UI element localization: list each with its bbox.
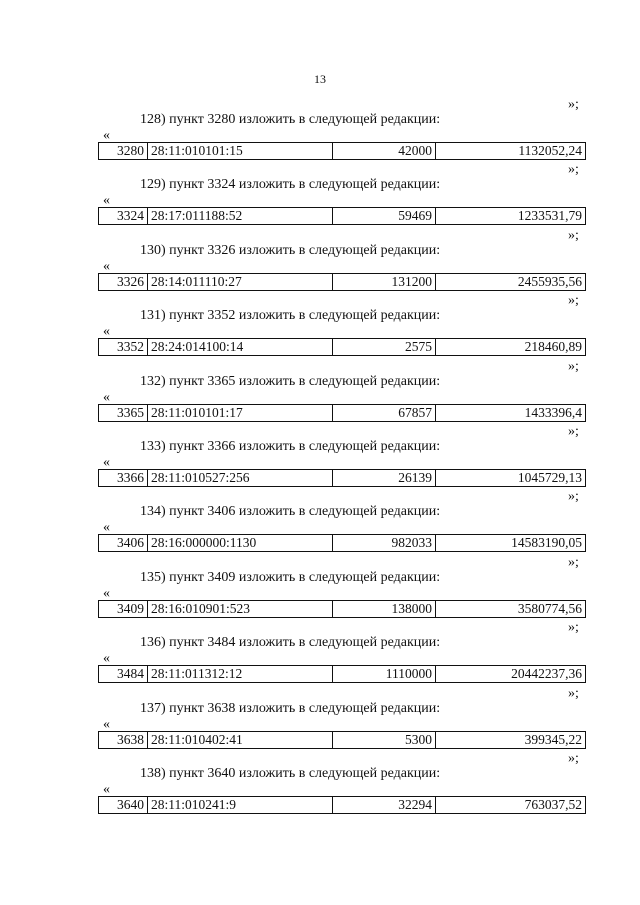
closing-quote: »; xyxy=(568,554,579,570)
cadastral-number-cell: 28:16:000000:1130 xyxy=(148,535,333,552)
cadastral-number-cell: 28:11:010527:256 xyxy=(148,470,333,487)
cadastral-number-cell: 28:11:010101:17 xyxy=(148,404,333,421)
value-cell: 20442237,36 xyxy=(436,666,586,683)
opening-quote: « xyxy=(103,782,110,797)
table-row xyxy=(99,208,586,225)
opening-quote: « xyxy=(103,193,110,209)
point-number-cell: 3638 xyxy=(99,731,148,748)
amendment-table xyxy=(98,404,586,422)
opening-quote: « xyxy=(103,324,110,340)
amendment-instruction: 128) пункт 3280 изложить в следующей редакции: xyxy=(140,112,441,127)
amendment-table xyxy=(98,338,586,356)
point-number-cell: 3352 xyxy=(99,339,148,356)
cadastral-number-cell: 28:11:011312:12 xyxy=(148,666,333,683)
value-cell: 3580774,56 xyxy=(436,600,586,617)
table-row xyxy=(99,535,586,552)
amendment-table xyxy=(98,534,586,552)
amendment-instruction: 138) пункт 3640 изложить в следующей редакции: xyxy=(140,766,441,781)
amendment-instruction: 129) пункт 3324 изложить в следующей редакции: xyxy=(140,177,441,193)
point-number-cell: 3280 xyxy=(99,143,148,160)
closing-quote: »; xyxy=(568,358,579,374)
amendment-instruction: 135) пункт 3409 изложить в следующей редакции: xyxy=(140,569,441,585)
table-row xyxy=(99,339,586,356)
value-cell: 1045729,13 xyxy=(436,470,586,487)
table-row xyxy=(99,600,586,617)
value-cell: 1433396,4 xyxy=(436,404,586,421)
closing-quote: »; xyxy=(568,489,579,505)
table-row xyxy=(99,143,586,160)
closing-quote: »; xyxy=(568,293,579,309)
opening-quote: « xyxy=(103,520,110,536)
cadastral-number-cell: 28:11:010241:9 xyxy=(148,797,333,814)
amendment-table xyxy=(98,469,586,487)
area-cell: 5300 xyxy=(333,731,436,748)
point-number-cell: 3409 xyxy=(99,600,148,617)
amendment-instruction: 133) пункт 3366 изложить в следующей редакции: xyxy=(140,439,441,454)
value-cell: 2455935,56 xyxy=(436,273,586,290)
cadastral-number-cell: 28:16:010901:523 xyxy=(148,600,333,617)
amendment-instruction: 132) пункт 3365 изложить в следующей редакции: xyxy=(140,373,441,389)
table-row xyxy=(99,404,586,421)
value-cell: 399345,22 xyxy=(436,731,586,748)
amendment-table xyxy=(98,600,586,618)
opening-quote: « xyxy=(103,651,110,667)
closing-quote: »; xyxy=(568,751,579,766)
area-cell: 982033 xyxy=(333,535,436,552)
page-number: 13 xyxy=(314,72,326,86)
opening-quote: « xyxy=(103,716,110,732)
point-number-cell: 3366 xyxy=(99,470,148,487)
amendment-instruction: 136) пункт 3484 изложить в следующей редакции: xyxy=(140,635,441,651)
area-cell: 42000 xyxy=(333,143,436,160)
amendment-table xyxy=(98,142,586,160)
opening-quote: « xyxy=(103,128,110,143)
amendment-table xyxy=(98,273,586,291)
area-cell: 67857 xyxy=(333,404,436,421)
cadastral-number-cell: 28:11:010101:15 xyxy=(148,143,333,160)
table-row xyxy=(99,666,586,683)
cadastral-number-cell: 28:11:010402:41 xyxy=(148,731,333,748)
table-row xyxy=(99,273,586,290)
area-cell: 32294 xyxy=(333,797,436,814)
point-number-cell: 3406 xyxy=(99,535,148,552)
amendment-table xyxy=(98,731,586,749)
value-cell: 1132052,24 xyxy=(436,143,586,160)
closing-quote: »; xyxy=(568,685,579,701)
closing-quote: »; xyxy=(568,227,579,243)
area-cell: 131200 xyxy=(333,273,436,290)
table-row xyxy=(99,470,586,487)
value-cell: 218460,89 xyxy=(436,339,586,356)
area-cell: 1110000 xyxy=(333,666,436,683)
opening-quote: « xyxy=(103,389,110,405)
point-number-cell: 3484 xyxy=(99,666,148,683)
point-number-cell: 3324 xyxy=(99,208,148,225)
amendment-instruction: 134) пункт 3406 изложить в следующей редакции: xyxy=(140,504,441,520)
opening-quote: « xyxy=(103,585,110,601)
closing-quote: »; xyxy=(568,424,579,439)
amendment-instruction: 130) пункт 3326 изложить в следующей редакции: xyxy=(140,242,441,258)
area-cell: 59469 xyxy=(333,208,436,225)
cadastral-number-cell: 28:14:011110:27 xyxy=(148,273,333,290)
area-cell: 26139 xyxy=(333,470,436,487)
cadastral-number-cell: 28:24:014100:14 xyxy=(148,339,333,356)
area-cell: 138000 xyxy=(333,600,436,617)
point-number-cell: 3326 xyxy=(99,273,148,290)
amendment-table xyxy=(98,796,586,814)
point-number-cell: 3640 xyxy=(99,797,148,814)
amendment-instruction: 137) пункт 3638 изложить в следующей редакции: xyxy=(140,700,441,716)
value-cell: 763037,52 xyxy=(436,797,586,814)
amendment-table xyxy=(98,207,586,225)
value-cell: 14583190,05 xyxy=(436,535,586,552)
closing-quote: »; xyxy=(568,162,579,178)
point-number-cell: 3365 xyxy=(99,404,148,421)
table-row xyxy=(99,731,586,748)
closing-quote: »; xyxy=(568,97,579,112)
opening-quote: « xyxy=(103,258,110,274)
value-cell: 1233531,79 xyxy=(436,208,586,225)
table-row xyxy=(99,797,586,814)
amendment-instruction: 131) пункт 3352 изложить в следующей редакции: xyxy=(140,308,441,324)
amendment-table xyxy=(98,665,586,683)
closing-quote: »; xyxy=(568,620,579,636)
area-cell: 2575 xyxy=(333,339,436,356)
opening-quote: « xyxy=(103,455,110,470)
cadastral-number-cell: 28:17:011188:52 xyxy=(148,208,333,225)
